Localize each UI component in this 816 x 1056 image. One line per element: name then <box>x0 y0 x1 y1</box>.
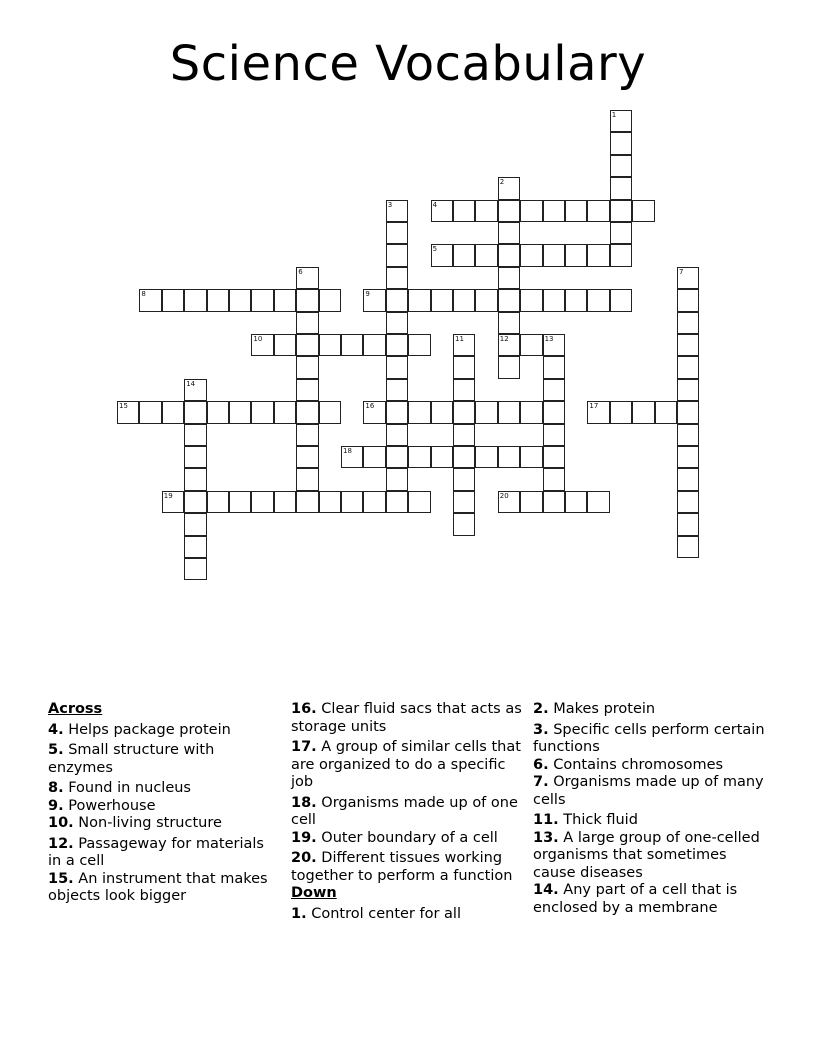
grid-cell[interactable] <box>296 446 318 468</box>
grid-cell[interactable] <box>386 289 408 311</box>
clue-across-18: 18. Organisms made up of one cell <box>291 794 518 828</box>
grid-cell[interactable] <box>520 401 542 423</box>
grid-cell[interactable] <box>184 424 206 446</box>
grid-cell[interactable] <box>274 401 296 423</box>
clue-down-11: 11. Thick fluid <box>533 812 638 828</box>
grid-cell[interactable] <box>319 401 341 423</box>
grid-cell[interactable] <box>520 289 542 311</box>
grid-cell[interactable] <box>565 200 587 222</box>
grid-cell[interactable] <box>296 468 318 490</box>
grid-cell[interactable] <box>498 200 520 222</box>
grid-cell[interactable] <box>408 289 430 311</box>
clue-across-12: 12. Passageway for materials in a cell <box>48 835 264 869</box>
grid-cell[interactable] <box>386 379 408 401</box>
grid-cell[interactable] <box>386 446 408 468</box>
grid-cell[interactable] <box>184 468 206 490</box>
grid-cell[interactable] <box>677 513 699 535</box>
clue-across-20: 20. Different tissues working together to perform a function <box>291 850 513 884</box>
grid-cell[interactable] <box>677 312 699 334</box>
grid-cell[interactable] <box>587 401 609 423</box>
clue-down-14: 14. Any part of a cell that is enclosed by a membrane <box>533 882 738 916</box>
grid-cell[interactable] <box>610 110 632 132</box>
grid-cell[interactable] <box>677 536 699 558</box>
grid-cell[interactable] <box>251 401 273 423</box>
grid-cell[interactable] <box>453 200 475 222</box>
grid-cell[interactable] <box>229 289 251 311</box>
clue-across-9: 9. Powerhouse <box>48 797 156 814</box>
grid-cell[interactable] <box>453 334 475 356</box>
grid-cell[interactable] <box>498 401 520 423</box>
grid-cell[interactable] <box>162 401 184 423</box>
grid-cell[interactable] <box>296 289 318 311</box>
grid-cell[interactable] <box>296 401 318 423</box>
grid-cell[interactable] <box>677 379 699 401</box>
grid-cell[interactable] <box>498 244 520 266</box>
grid-cell[interactable] <box>251 334 273 356</box>
grid-cell[interactable] <box>565 244 587 266</box>
grid-cell[interactable] <box>117 401 139 423</box>
grid-cell[interactable] <box>498 222 520 244</box>
clue-across-8: 8. Found in nucleus <box>48 780 191 796</box>
page-title: Science Vocabulary <box>169 36 647 92</box>
grid-cell[interactable] <box>296 491 318 513</box>
across-heading: Across <box>48 701 103 717</box>
clue-across-5: 5. Small structure with enzymes <box>48 742 215 776</box>
grid-cell[interactable] <box>610 155 632 177</box>
grid-cell[interactable] <box>543 244 565 266</box>
grid-cell[interactable] <box>475 200 497 222</box>
grid-cell[interactable] <box>453 468 475 490</box>
grid-cell[interactable] <box>386 424 408 446</box>
grid-cell[interactable] <box>386 468 408 490</box>
clue-number: 13 <box>544 335 554 343</box>
grid-cell[interactable] <box>587 200 609 222</box>
grid-cell[interactable] <box>296 312 318 334</box>
grid-cell[interactable] <box>498 177 520 199</box>
grid-cell[interactable] <box>475 446 497 468</box>
grid-cell[interactable] <box>296 379 318 401</box>
clue-number: 18 <box>343 447 352 455</box>
grid-cell[interactable] <box>520 244 542 266</box>
grid-cell[interactable] <box>677 356 699 378</box>
grid-cell[interactable] <box>386 200 408 222</box>
grid-cell[interactable] <box>229 491 251 513</box>
clue-number: 1 <box>611 111 617 119</box>
grid-cell[interactable] <box>139 401 161 423</box>
grid-cell[interactable] <box>408 334 430 356</box>
grid-cell[interactable] <box>543 356 565 378</box>
clue-down-3: 3. Specific cells perform certain functions <box>533 721 765 755</box>
grid-cell[interactable] <box>543 401 565 423</box>
grid-cell[interactable] <box>341 446 363 468</box>
clue-number: 2 <box>499 178 505 187</box>
down-heading: Down <box>291 885 337 901</box>
grid-cell[interactable] <box>565 289 587 311</box>
clue-number: 14 <box>186 379 196 388</box>
grid-cell[interactable] <box>453 356 475 378</box>
grid-cell[interactable] <box>587 244 609 266</box>
grid-cell[interactable] <box>565 491 587 513</box>
grid-cell[interactable] <box>677 446 699 468</box>
clue-column-3 <box>533 701 765 920</box>
grid-cell[interactable] <box>543 379 565 401</box>
grid-cell[interactable] <box>386 491 408 513</box>
grid-cell[interactable] <box>677 424 699 446</box>
grid-cell[interactable] <box>453 446 475 468</box>
grid-cell[interactable] <box>543 491 565 513</box>
grid-cell[interactable] <box>610 289 632 311</box>
clue-across-4: 4. Helps package protein <box>48 721 231 738</box>
grid-cell[interactable] <box>363 334 385 356</box>
grid-cell[interactable] <box>319 334 341 356</box>
grid-cell[interactable] <box>251 289 273 311</box>
clue-number: 19 <box>163 491 173 500</box>
grid-cell[interactable] <box>632 401 654 423</box>
grid-cell[interactable] <box>677 289 699 311</box>
grid-cell[interactable] <box>162 289 184 311</box>
grid-cell[interactable] <box>498 267 520 289</box>
grid-cell[interactable] <box>184 558 206 580</box>
grid-cell[interactable] <box>587 491 609 513</box>
clue-number: 10 <box>253 335 263 343</box>
grid-cell[interactable] <box>386 222 408 244</box>
clue-across-15: 15. An instrument that makes objects look bigger <box>48 870 268 904</box>
grid-cell[interactable] <box>184 536 206 558</box>
grid-cell[interactable] <box>408 446 430 468</box>
grid-cell[interactable] <box>319 491 341 513</box>
grid-cell[interactable] <box>386 401 408 423</box>
grid-cell[interactable] <box>431 200 453 222</box>
grid-cell[interactable] <box>431 289 453 311</box>
grid-cell[interactable] <box>610 222 632 244</box>
grid-cell[interactable] <box>498 312 520 334</box>
grid-cell[interactable] <box>453 513 475 535</box>
grid-cell[interactable] <box>453 379 475 401</box>
grid-cell[interactable] <box>162 491 184 513</box>
grid-cell[interactable] <box>431 446 453 468</box>
grid-cell[interactable] <box>543 424 565 446</box>
grid-cell[interactable] <box>274 334 296 356</box>
grid-cell[interactable] <box>475 401 497 423</box>
grid-cell[interactable] <box>453 401 475 423</box>
clue-number: 12 <box>499 335 509 343</box>
grid-cell[interactable] <box>475 289 497 311</box>
grid-cell[interactable] <box>453 244 475 266</box>
grid-cell[interactable] <box>677 267 699 289</box>
grid-cell[interactable] <box>543 200 565 222</box>
clue-across-10: 10. Non-living structure <box>48 815 222 831</box>
grid-cell[interactable] <box>386 356 408 378</box>
clue-number: 17 <box>589 402 599 411</box>
grid-cell[interactable] <box>431 244 453 266</box>
clue-number: 6 <box>298 267 303 276</box>
grid-cell[interactable] <box>274 491 296 513</box>
clue-number: 16 <box>365 402 375 411</box>
grid-cell[interactable] <box>184 289 206 311</box>
grid-cell[interactable] <box>341 334 363 356</box>
grid-cell[interactable] <box>184 513 206 535</box>
grid-cell[interactable] <box>677 334 699 356</box>
grid-cell[interactable] <box>408 401 430 423</box>
grid-cell[interactable] <box>498 356 520 378</box>
grid-cell[interactable] <box>520 491 542 513</box>
grid-cell[interactable] <box>543 289 565 311</box>
grid-cell[interactable] <box>543 446 565 468</box>
grid-cell[interactable] <box>498 289 520 311</box>
grid-cell[interactable] <box>386 244 408 266</box>
clue-down-1: 1. Control center for all <box>291 905 461 922</box>
grid-cell[interactable] <box>319 289 341 311</box>
clue-across-17: 17. A group of similar cells that are organized to do a specific job <box>291 739 521 790</box>
clue-number: 7 <box>679 267 684 276</box>
clue-down-6: 6. Contains chromosomes <box>533 756 724 773</box>
grid-cell[interactable] <box>296 334 318 356</box>
clue-down-13: 13. A large group of one-celled organisms that sometimes cause diseases <box>533 829 760 881</box>
clue-number: 4 <box>432 200 438 209</box>
clue-number: 9 <box>365 290 370 299</box>
grid-cell[interactable] <box>139 289 161 311</box>
grid-cell[interactable] <box>520 200 542 222</box>
grid-cell[interactable] <box>610 132 632 154</box>
grid-cell[interactable] <box>453 424 475 446</box>
grid-cell[interactable] <box>341 491 363 513</box>
clue-across-16: 16. Clear fluid sacs that acts as storage units <box>291 701 522 735</box>
grid-cell[interactable] <box>296 424 318 446</box>
grid-cell[interactable] <box>677 491 699 513</box>
grid-cell[interactable] <box>296 267 318 289</box>
grid-cell[interactable] <box>610 200 632 222</box>
clue-number: 5 <box>432 245 438 254</box>
grid-cell[interactable] <box>184 401 206 423</box>
grid-cell[interactable] <box>363 289 385 311</box>
grid-cell[interactable] <box>296 356 318 378</box>
grid-cell[interactable] <box>587 289 609 311</box>
grid-cell[interactable] <box>610 177 632 199</box>
grid-cell[interactable] <box>453 289 475 311</box>
grid-cell[interactable] <box>408 491 430 513</box>
clue-down-7: 7. Organisms made up of many cells <box>533 774 764 808</box>
grid-cell[interactable] <box>386 334 408 356</box>
grid-cell[interactable] <box>363 401 385 423</box>
grid-cell[interactable] <box>386 267 408 289</box>
grid-cell[interactable] <box>610 401 632 423</box>
clue-number: 20 <box>499 491 509 500</box>
grid-cell[interactable] <box>677 401 699 423</box>
grid-cell[interactable] <box>677 468 699 490</box>
grid-cell[interactable] <box>184 491 206 513</box>
grid-cell[interactable] <box>207 289 229 311</box>
grid-cell[interactable] <box>475 244 497 266</box>
grid-cell[interactable] <box>251 491 273 513</box>
grid-cell[interactable] <box>543 334 565 356</box>
grid-cell[interactable] <box>498 446 520 468</box>
clue-down-2: 2. Makes protein <box>533 701 656 717</box>
clue-number: 15 <box>119 402 128 411</box>
clue-number: 3 <box>387 200 393 209</box>
clue-column-2 <box>291 701 523 926</box>
grid-cell[interactable] <box>520 334 542 356</box>
clue-column-1 <box>48 701 278 909</box>
grid-cell[interactable] <box>184 379 206 401</box>
grid-cell[interactable] <box>363 491 385 513</box>
grid-cell[interactable] <box>386 312 408 334</box>
grid-cell[interactable] <box>207 401 229 423</box>
grid-cell[interactable] <box>274 289 296 311</box>
grid-cell[interactable] <box>610 244 632 266</box>
grid-cell[interactable] <box>431 401 453 423</box>
grid-cell[interactable] <box>543 468 565 490</box>
grid-cell[interactable] <box>498 491 520 513</box>
grid-cell[interactable] <box>184 446 206 468</box>
grid-cell[interactable] <box>453 491 475 513</box>
clue-number: 11 <box>455 335 464 343</box>
clue-across-19: 19. Outer boundary of a cell <box>291 829 498 846</box>
clue-number: 8 <box>141 290 146 299</box>
grid-cell[interactable] <box>632 200 654 222</box>
grid-cell[interactable] <box>229 401 251 423</box>
grid-cell[interactable] <box>363 446 385 468</box>
grid-cell[interactable] <box>520 446 542 468</box>
grid-cell[interactable] <box>498 334 520 356</box>
grid-cell[interactable] <box>655 401 677 423</box>
grid-cell[interactable] <box>207 491 229 513</box>
